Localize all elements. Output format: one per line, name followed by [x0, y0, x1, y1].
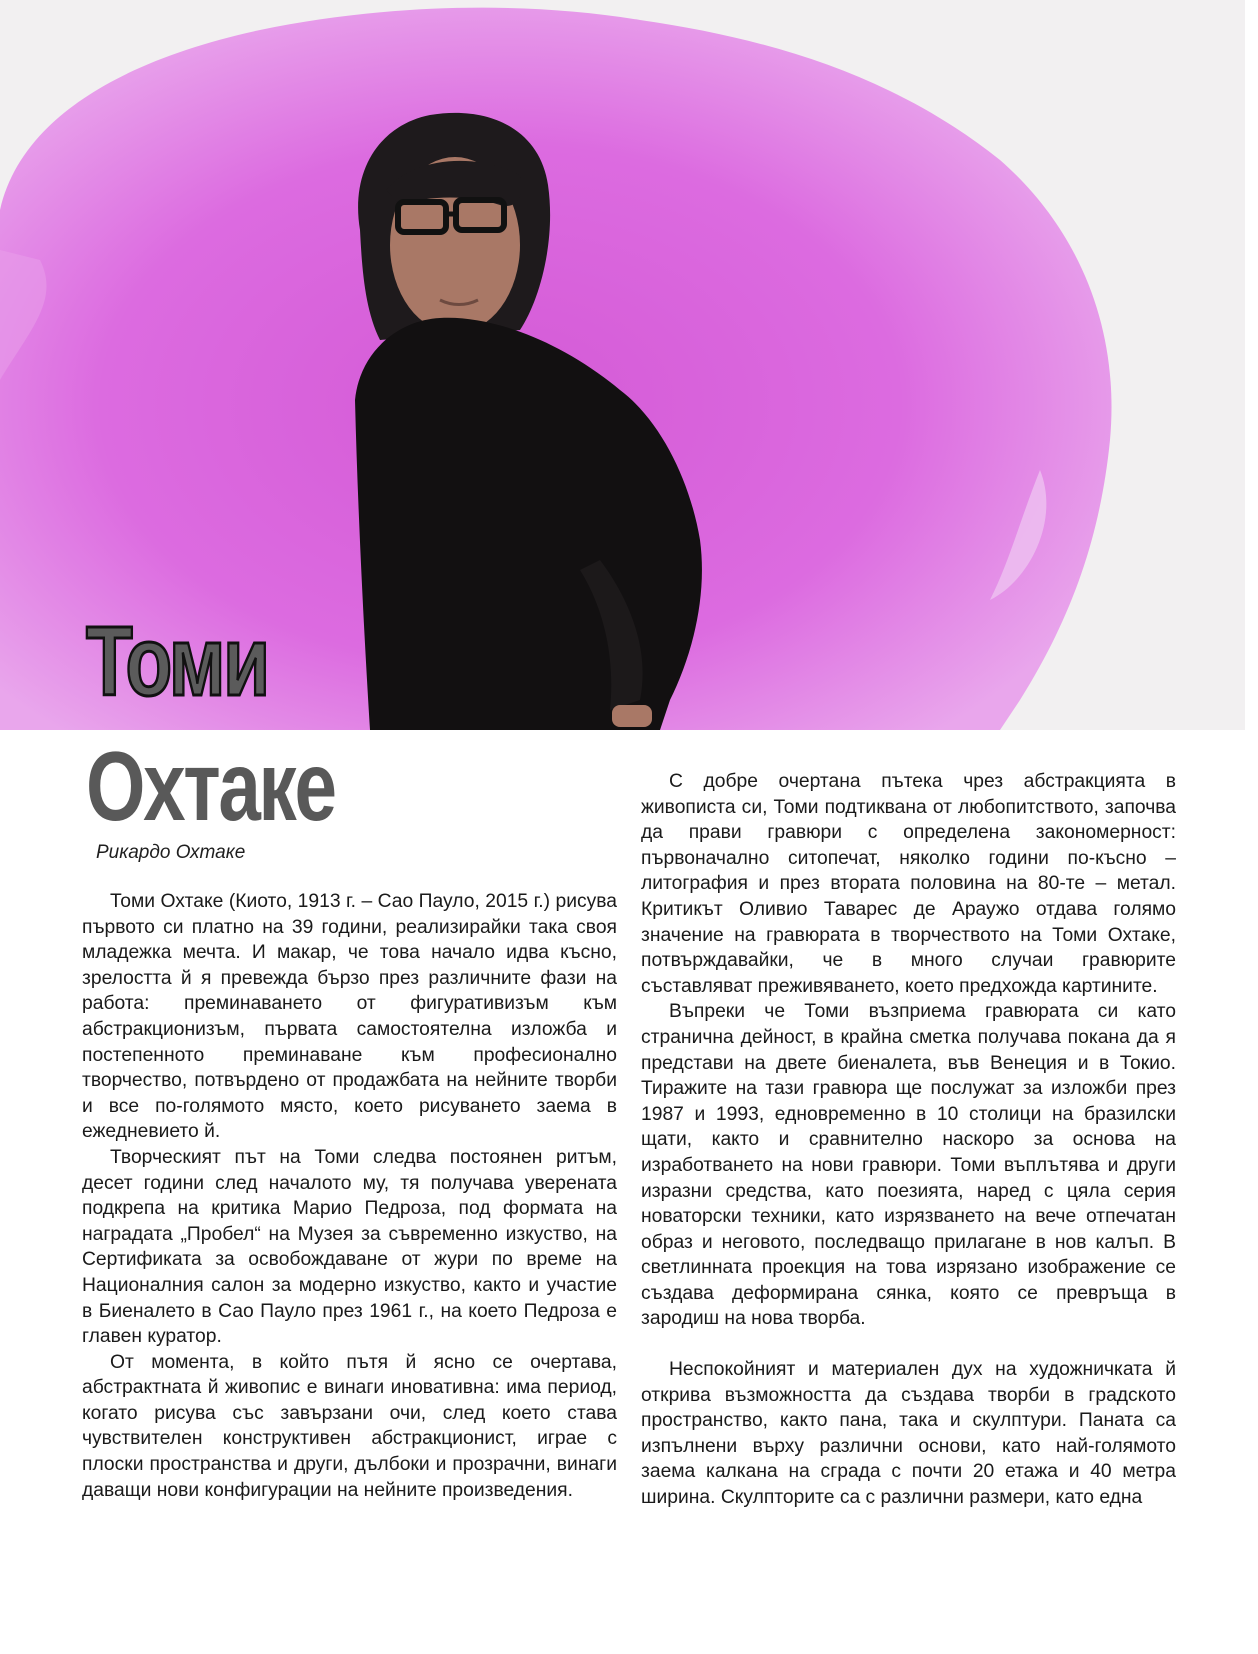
paragraph: Томи Охтаке (Киото, 1913 г. – Сао Пауло, 2015 г.) рисува първото си платно на 39 години, реализирайки така своя младежка мечта. И макар, че това начало идва късно, зрелостта й я превежда бързо през различните фази на работа: преминаването от фигуративизъм към абстракционизъм, първата самостоятелна изложба и постепенното преминаване към професионално творчество, потвърдено от продажбата на нейните творби и все по-голямото място, което рисуването заема в ежедневието й.	[82, 891, 617, 1143]
paragraph: Творческият път на Томи следва постоянен ритъм, десет години след началото му, тя получава уверената подкрепа на критика Марио Педроза, под формата на наградата „Пробел“ на Музея за съвременно изкуство, на Сертификата за освобождаване от жури по време на Националния салон за модерно изкуство, както и участие в Биеналето в Сао Пауло през 1961 г., на което Педроза е главен куратор.	[82, 1146, 617, 1348]
left-column	[82, 889, 617, 1503]
author-byline: Рикардо Охтаке	[96, 842, 246, 863]
paragraph: От момента, в който пътя й ясно се очертава, абстрактната й живопис е винаги иновативна: има период, когато рисува със завързани очи, след което става чувствителен конструктивен абстракционист, играе с плоски пространства и други, дълбоки и прозрачни, винаги даващи нови конфигурации на нейните произведения.	[82, 1351, 617, 1501]
right-column	[641, 769, 1176, 1511]
paragraph: С добре очертана пътека чрез абстракцията в живописта си, Томи подтиквана от любопитството, започва да прави гравюри с определена закономерност: първоначално ситопечат, няколко години по-късно – литография и през втората половина на 80-те – метал. Критикът Оливио Таварес де Араужо отдава голямо значение на гравюрата в творчеството на Томи Охтаке, потвърждавайки, че в много случаи гравюрите съставляват преживяването, което предхожда картините.	[641, 771, 1176, 997]
title-first-name: Томи	[86, 606, 268, 716]
title-last-name: Охтаке	[86, 731, 335, 841]
paragraph: Въпреки че Томи възприема гравюрата си като странична дейност, в крайна сметка получава покана да я представи на двете биеналета, във Венеция и в Токио. Тиражите на тази гравюра ще послужат за изложби през 1987 и 1993, едновременно в 10 столици на бразилски щати, както и сравнително наскоро за основа на изработването на нови гравюри. Томи въплътява и други изразни средства, като поезията, наред с цяла серия новаторски техники, като изрязването на вече отпечатан образ и неговото, последващо прилагане в нов калъп. В светлинната проекция на това изрязано изображение се създава деформирана сянка, която се превръща в зародиш на нова творба.	[641, 1001, 1176, 1330]
paragraph-spacer	[641, 1332, 1176, 1357]
paragraph: Неспокойният и материален дух на художничката й открива възможността да създава творби в градското пространство, както пана, така и скулптури. Паната са изпълнени върху различни основи, като най-голямото заема калкана на сграда с почти 20 етажа и 40 метра ширина. Скулпторите са с различни размери, като една	[641, 1359, 1176, 1509]
